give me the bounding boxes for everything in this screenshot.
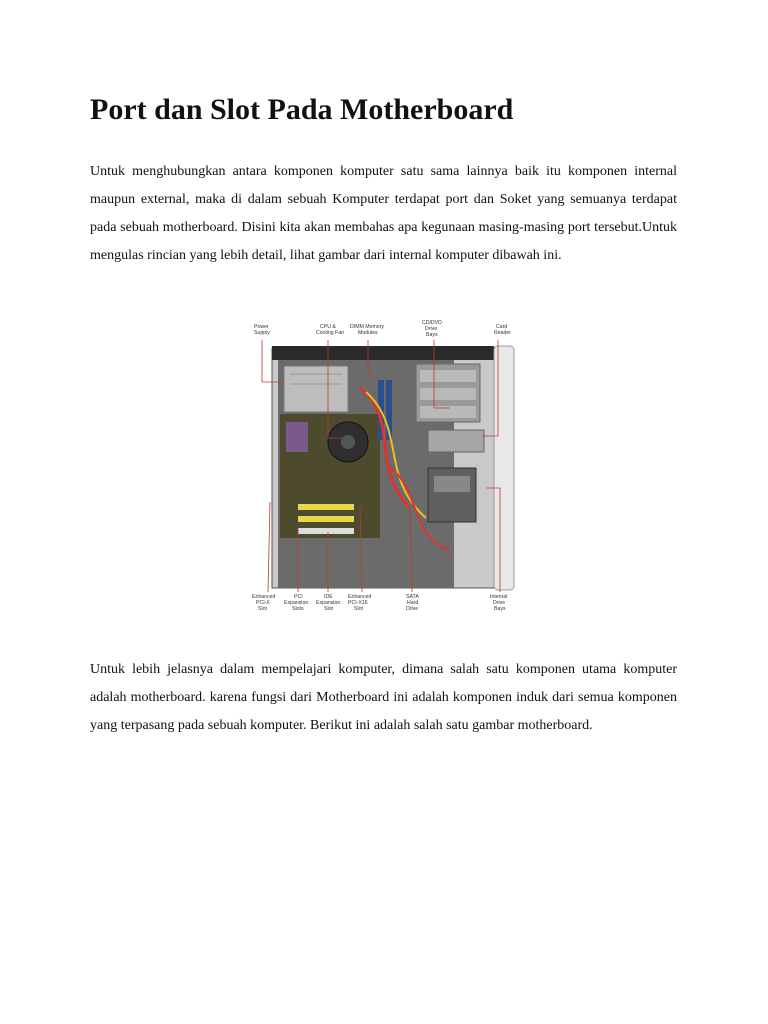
label-cd-dvd-drive-bays: CD/DVD Drive Bays <box>422 320 442 338</box>
label-power-supply: Power Supply <box>254 324 270 336</box>
intro-paragraph: Untuk menghubungkan antara komponen komputer satu sama lainnya baik itu komponen internal maupun external, maka di dalam sebuah Komputer terdapat port dan Soket yang semuanya terdapat pada sebuah motherboard. Disini kita akan membahas apa kegunaan masing-masing port tersebut.Untuk mengulas rincian yang lebih detail, lihat gambar dari internal komputer dibawah ini. <box>90 164 677 263</box>
label-sata-hard-drive: SATA Hard Drive <box>406 594 419 612</box>
bottom-callout-labels <box>252 594 507 612</box>
computer-case-illustration <box>250 318 518 614</box>
motherboard-paragraph: Untuk lebih jelasnya dalam mempelajari komputer, dimana salah satu komponen utama komputer adalah motherboard. karena fungsi dari Motherboard ini adalah komponen induk dari semua komponen yang terpasang pada sebuah komputer. Berikut ini adalah salah satu gambar motherboard. <box>90 662 677 733</box>
label-dimm-memory-modules: DIMM Memory Modules <box>350 324 385 336</box>
computer-internal-diagram <box>250 318 518 614</box>
top-callout-labels <box>254 320 511 338</box>
label-pci-expansion-slots: PCI Expansion Slots <box>284 594 309 612</box>
page-title: Port dan Slot Pada Motherboard <box>90 93 514 126</box>
label-ide-expansion-slot: IDE Expansion Slot <box>316 594 341 612</box>
label-enhanced-pci-x-slot: Enhanced PCI-X Slot <box>252 594 276 612</box>
label-cpu-cooling-fan: CPU & Cooling Fan <box>316 324 344 336</box>
label-enhanced-pci-x16-slot: Enhanced PCI-X16 Slot <box>348 594 372 612</box>
label-internal-drive-bays: Internal Drive Bays <box>490 594 508 612</box>
label-card-reader: Card Reader <box>494 324 512 336</box>
